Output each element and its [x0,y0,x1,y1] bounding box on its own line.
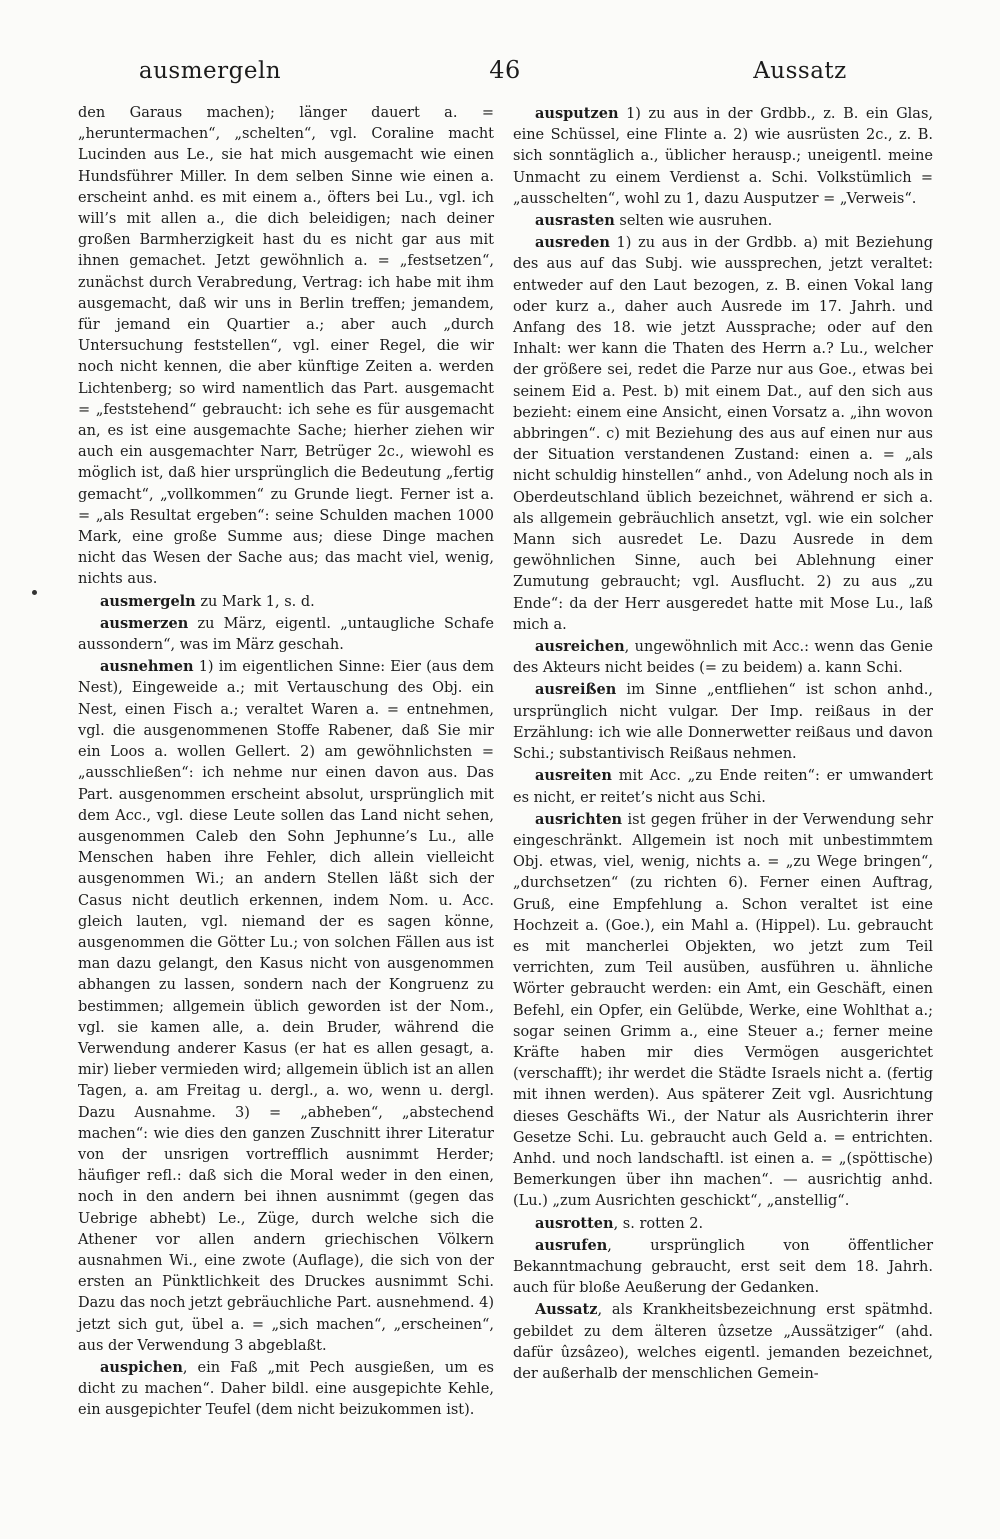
entry-text: im Sinne „entfliehen“ ist schon anhd., ursprünglich nicht vulgar. Der Imp. reißaus in der Erzählung: ich wie alle Donnerwetter reißaus und davon Schi.; substantivisch Reißaus nehmen. [513,682,933,763]
entry-text: , s. rotten 2. [613,1215,704,1232]
entry-text: , ein Faß „mit Pech ausgießen, um es dicht zu machen“. Daher bildl. eine ausgepichte Kehle, ein ausgepichter Teufel (dem nicht beizukommen ist). [78,1359,494,1419]
header-left-catchword: ausmergeln [138,58,282,84]
headword: Aussatz [535,1301,598,1319]
entry-ausreissen [513,679,933,765]
entry-ausreiten [513,765,933,808]
entry-ausreden [513,232,933,636]
headword: ausmergeln [100,592,196,610]
entry-aussatz [513,1299,933,1385]
entry-text: , ursprünglich von öffentlicher Bekanntmachung gebraucht, erst seit dem 18. Jahrh. auch für bloße Aeußerung der Gedanken. [513,1237,933,1297]
entry-text: selten wie ausruhen. [614,213,773,230]
right-column [513,103,933,1385]
entry-text: zu März, eigentl. „untaugliche Schafe aussondern“, was im März geschah. [78,615,494,654]
headword: ausreiten [535,767,612,785]
entry-ausreichen [513,636,933,679]
entry-text: ist gegen früher in der Verwendung sehr eingeschränkt. Allgemein ist noch mit unbestimmtem Obj. etwas, viel, wenig, nichts a. = „zu Wege bringen“, „durchsetzen“ (zu richten 6). Ferner einen Auftrag, Gruß, eine Empfehlung a. Schon veraltet ist eine Hochzeit a. (Goe.), ein Mahl a. (Hippel). Lu. gebraucht es mit mancherlei Objekten, wo jetzt zum Teil verrichten, zum Teil ausüben, ausführen u. ähnliche Wörter gebraucht werden: ein Amt, ein Geschäft, einen Befehl, ein Opfer, ein Gelübde, Werke, eine Wohlthat a.; sogar seinen Grimm a., eine Steuer a.; ferner meine Kräfte haben mir dies Vermögen ausgerichtet (verschafft); ihr werdet die Städte Israels nicht a. (fertig mit ihnen werden). Aus späterer Zeit vgl. Ausrichtung dieses Geschäfts Wi., der Natur als Ausrichterin ihrer Gesetze Schi. Lu. gebraucht auch Geld a. = entrichten. Anhd. und noch landschaftl. ist einen a. = „(spöttische) Bemerkungen über ihn machen“. — ausrichtig anhd. (Lu.) „zum Ausrichten geschickt“, „anstellig“. [513,811,933,1210]
entry-text: den Garaus machen); länger dauert a. = „heruntermachen“, „schelten“, vgl. Coraline macht Lucinden aus Le., sie hat mich ausgemacht wie einen Hundsführer Miller. In dem selben Sinne wie einen a. erscheint anhd. es mit einem a., öfters bei Lu., vgl. ich will’s mit allen a., die dich beleidigen; nach deiner großen Barmherzigkeit hast du es nicht gar aus mit ihnen gemachet. Jetzt gewöhnlich a. = „festsetzen“, zunächst durch Verabredung, Vertrag: ich habe mit ihm ausgemacht, daß wir uns in Berlin treffen; jemandem, für jemand ein Quartier a.; aber auch „durch Untersuchung feststellen“, vgl. einer Regel, die wir noch nicht kennen, die aber künftige Zeiten a. werden Lichtenberg; so wird namentlich das Part. ausgemacht = „feststehend“ gebraucht: ich sehe es für ausgemacht an, es ist eine ausgemachte Sache; hierher ziehen wir auch ein ausgemachter Narr, Betrüger 2c., wiewohl es möglich ist, daß hier ursprünglich die Bedeutung „fertig gemacht“, „vollkommen“ zu Grunde liegt. Ferner ist a. = „als Resultat ergeben“: seine Schulden machen 1000 Mark, eine große Summe aus; diese Dinge machen nicht das Wesen der Sache aus; das macht viel, wenig, nichts aus. [78,105,494,588]
entry-ausputzen [513,103,933,210]
headword: ausrufen [535,1236,608,1254]
entry-auspichen [78,1357,494,1422]
entry-ausrotten [513,1213,933,1235]
entry-ausnehmen [78,656,494,1357]
page-number: 46 [489,56,521,84]
margin-dot [32,590,37,595]
headword: ausmerzen [100,614,189,632]
headword: ausreichen [535,638,625,656]
entry-ausrichten [513,809,933,1213]
left-column [78,103,494,1422]
entry-ausrasten [513,210,933,232]
entry-text: 1) zu aus in der Grdbb. a) mit Beziehung des aus auf das Subj. wie aussprechen, jetzt veraltet: entweder auf den Laut bezogen, z. B. einen Vokal lang oder kurz a., daher auch Ausrede im 17. Jahrh. und Anfang des 18. wie jetzt Aussprache; oder auf den Inhalt: wer kann die Thaten des Herrn a.? Lu., welcher der größere sei, redet die Parze nur aus Goe., etwas bei seinem Eid a. Pest. b) mit einem Dat., auf den sich aus bezieht: einem eine Ansicht, einen Vorsatz a. „ihn wovon abbringen“. c) mit Beziehung des aus auf einen nur aus der Situation verstandenen Zustand: einen a. = „als nicht schuldig hinstellen“ anhd., von Adelung noch als in Oberdeutschland üblich bezeichnet, während er sich a. als allgemein gebräuchlich ansetzt, vgl. wie ein solcher Mann sich ausredet Le. Dazu Ausrede in dem gewöhnlichen Sinne, auch bei Ablehnung einer Zumutung gebraucht; vgl. Ausflucht. 2) zu aus „zu Ende“: da der Herr ausgeredet hatte mit Mose Lu., laß mich a. [513,235,933,633]
entry-text: 1) zu aus in der Grdbb., z. B. ein Glas, eine Schüssel, eine Flinte a. 2) wie ausrüsten 2c., z. B. sich sonntäglich a., üblicher herausp.; uneigentl. meine Unmacht zu einem Verdienst a. Schi. Volkstümlich = „ausschelten“, wohl zu 1, dazu Ausputzer = „Verweis“. [513,106,933,207]
headword: ausreden [535,234,610,252]
entry-text: , ungewöhnlich mit Acc.: wenn das Genie des Akteurs nicht beides (= zu beidem) a. kann Schi. [513,639,933,677]
entry-text: , als Krankheitsbezeichnung erst spätmhd. gebildet zu dem älteren ûzsetze „Aussätziger“ (ahd. dafür ûzsâzeo), welches eigentl. jemanden bezeichnet, der außerhalb der menschlichen Gemein- [513,1302,933,1382]
entry-text: zu Mark 1, s. d. [195,593,315,610]
headword: ausnehmen [100,658,194,676]
headword: ausrotten [535,1214,614,1232]
headword: ausputzen [535,105,619,122]
entry-ausmergeln [78,591,494,613]
entry-ausmerzen [78,613,494,656]
headword: ausreißen [535,681,617,699]
headword: auspichen [100,1358,183,1376]
entry-ausrufen [513,1235,933,1300]
entry-text: 1) im eigentlichen Sinne: Eier (aus dem Nest), Eingeweide a.; mit Vertauschung des Obj. ein Nest, einen Fisch a.; veraltet Waren a. = entnehmen, vgl. die ausgenommenen Stoffe Rabener, daß Sie mir ein Loos a. wollen Gellert. 2) am gewöhnlichsten = „ausschließen“: ich nehme nur einen davon aus. Das Part. ausgenommen erscheint absolut, ursprünglich mit dem Acc., vgl. diese Leute sollen das Land nicht sehen, ausgenommen Caleb den Sohn Jephunne’s Lu., alle Menschen haben ihre Fehler, dich allein vielleicht ausgenommen Wi.; an andern Stellen läßt sich der Casus nicht deutlich erkennen, indem Nom. u. Acc. gleich lauten, vgl. niemand der es sagen könne, ausgenommen die Götter Lu.; von solchen Fällen aus ist man dazu gelangt, den Kasus nicht von ausgenommen abhangen zu lassen, sondern nach der Kongruenz zu bestimmen; allgemein üblich geworden ist der Nom., vgl. sie kamen alle, a. dein Bruder, während die Verwendung anderer Kasus (er hat es allen gesagt, a. mir) lieber vermieden wird; allgemein üblich ist an allen Tagen, a. am Freitag u. dergl., a. wo, wenn u. dergl. Dazu Ausnahme. 3) = „abheben“, „abstechend machen“: wie dies den ganzen Zuschnitt ihrer Literatur von der unsrigen vortrefflich ausnimmt Herder; häufiger refl.: daß sich die Moral weder in den einen, noch in den andern bei ihnen ausnimmt (gegen das Uebrige abhebt) Le., Züge, durch welche sich die Athener vor allen andern griechischen Völkern ausnahmen Wi., eine zwote (Auflage), die sich von der ersten an Pünktlichkeit des Druckes ausnimmt Schi. Dazu das noch jetzt gebräuchliche Part. ausnehmend. 4) jetzt sich gut, übel a. = „sich machen“, „erscheinen“, aus der Verwendung 3 abgeblaßt. [78,659,494,1354]
running-head [80,56,930,84]
entry-continuation [78,103,494,591]
headword: ausrichten [535,810,623,828]
header-right-catchword: Aussatz [753,58,847,84]
entry-text: mit Acc. „zu Ende reiten“: er umwandert es nicht, er reitet’s nicht aus Schi. [513,768,933,806]
headword: ausrasten [535,212,615,230]
